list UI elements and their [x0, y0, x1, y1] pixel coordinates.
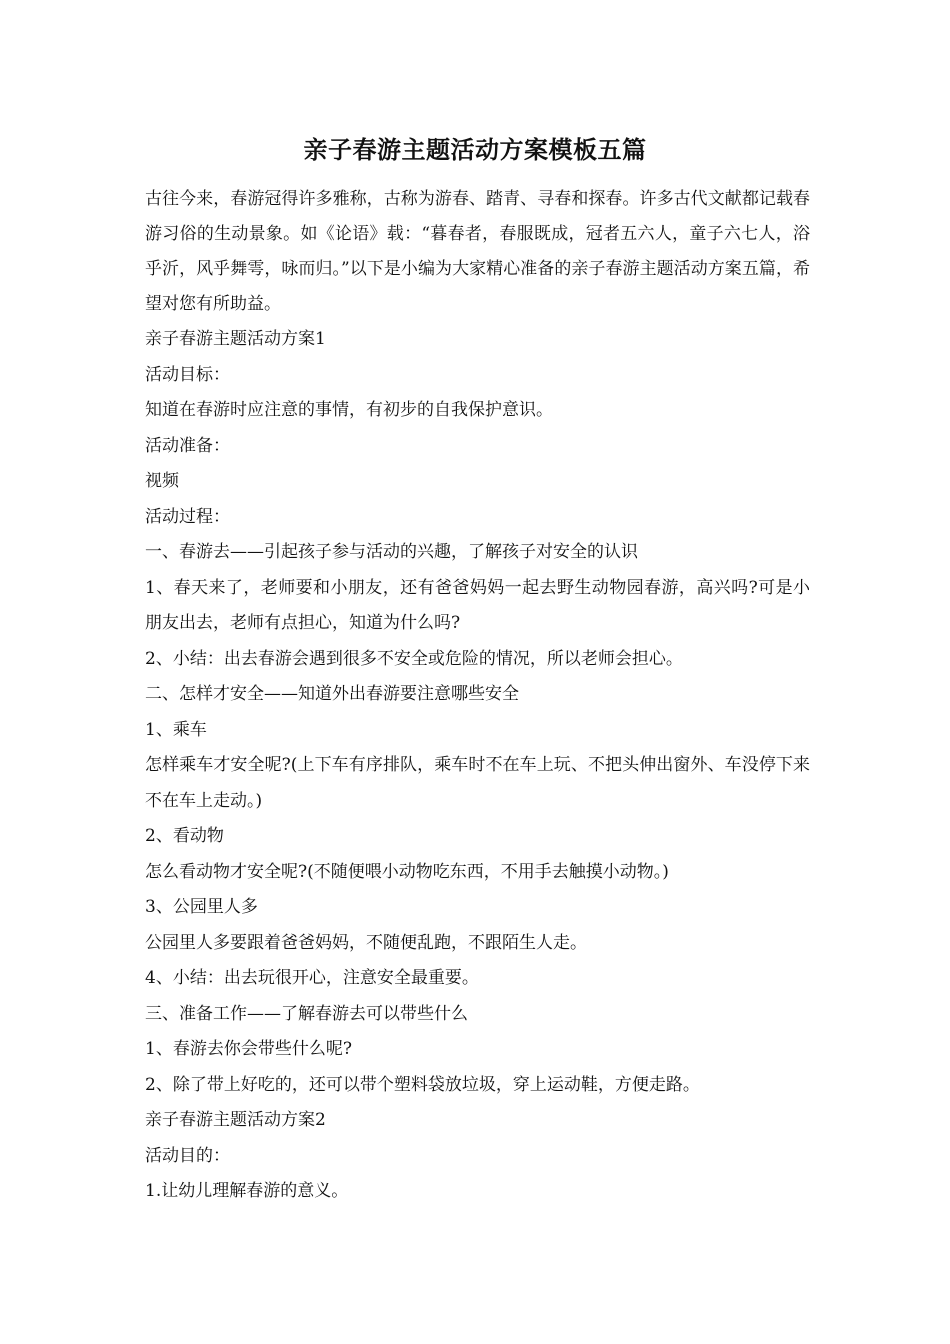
process-step-1-heading: 一、春游去——引起孩子参与活动的兴趣，了解孩子对安全的认识: [145, 542, 638, 562]
process-step-1-item-2: 2、小结：出去春游会遇到很多不安全或危险的情况，所以老师会担心。: [145, 648, 683, 669]
process-step-3-heading: 三、准备工作——了解春游去可以带些什么: [145, 1003, 468, 1024]
activity-purpose-label: 活动目的：: [145, 1145, 230, 1166]
process-step-2-item-2: 2、看动物: [145, 826, 224, 846]
process-step-1-item-1: 1、春天来了，老师要和小朋友，还有爸爸妈妈一起去野生动物园春游，高兴吗?可是小朋友出去，老师有点担心，知道为什么吗?: [145, 577, 810, 633]
process-step-2-item-1-text: 怎样乘车才安全呢?(上下车有序排队，乘车时不在车上玩、不把头伸出窗外、车没停下来不在车上走动。): [145, 755, 810, 811]
process-step-2-item-2-text: 怎么看动物才安全呢?(不随便喂小动物吃东西，不用手去触摸小动物。): [145, 861, 669, 882]
document-body: [145, 182, 810, 1210]
activity-goal-text: 知道在春游时应注意的事情，有初步的自我保护意识。: [145, 400, 553, 420]
section-heading-plan-2: 亲子春游主题活动方案2: [145, 1110, 326, 1130]
process-step-2-item-1: 1、乘车: [145, 719, 207, 740]
intro-paragraph: 古往今来，春游冠得许多雅称，古称为游春、踏青、寻春和探春。许多古代文献都记载春游习俗的生动景象。如《论语》载：“暮春者，春服既成，冠者五六人，童子六七人，浴乎沂，风乎舞雩，咏而归。”以下是小编为大家精心准备的亲子春游主题活动方案五篇，希望对您有所助益。: [145, 189, 810, 314]
activity-prep-label: 活动准备：: [145, 435, 230, 456]
activity-purpose-item-1: 1.让幼儿理解春游的意义。: [145, 1181, 349, 1201]
process-step-3-item-1: 1、春游去你会带些什么呢?: [145, 1039, 352, 1059]
activity-process-label: 活动过程：: [145, 506, 230, 527]
document-title: 亲子春游主题活动方案模板五篇: [303, 135, 647, 164]
activity-goal-label: 活动目标：: [145, 364, 230, 385]
process-step-2-item-4: 4、小结：出去玩很开心，注意安全最重要。: [145, 968, 479, 988]
process-step-2-heading: 二、怎样才安全——知道外出春游要注意哪些安全: [145, 684, 519, 704]
section-heading-plan-1: 亲子春游主题活动方案1: [145, 329, 326, 349]
process-step-2-item-3-text: 公园里人多要跟着爸爸妈妈，不随便乱跑，不跟陌生人走。: [145, 932, 587, 953]
activity-prep-text: 视频: [145, 471, 179, 491]
process-step-2-item-3: 3、公园里人多: [145, 897, 258, 917]
process-step-3-item-2: 2、除了带上好吃的，还可以带个塑料袋放垃圾，穿上运动鞋，方便走路。: [145, 1074, 700, 1095]
